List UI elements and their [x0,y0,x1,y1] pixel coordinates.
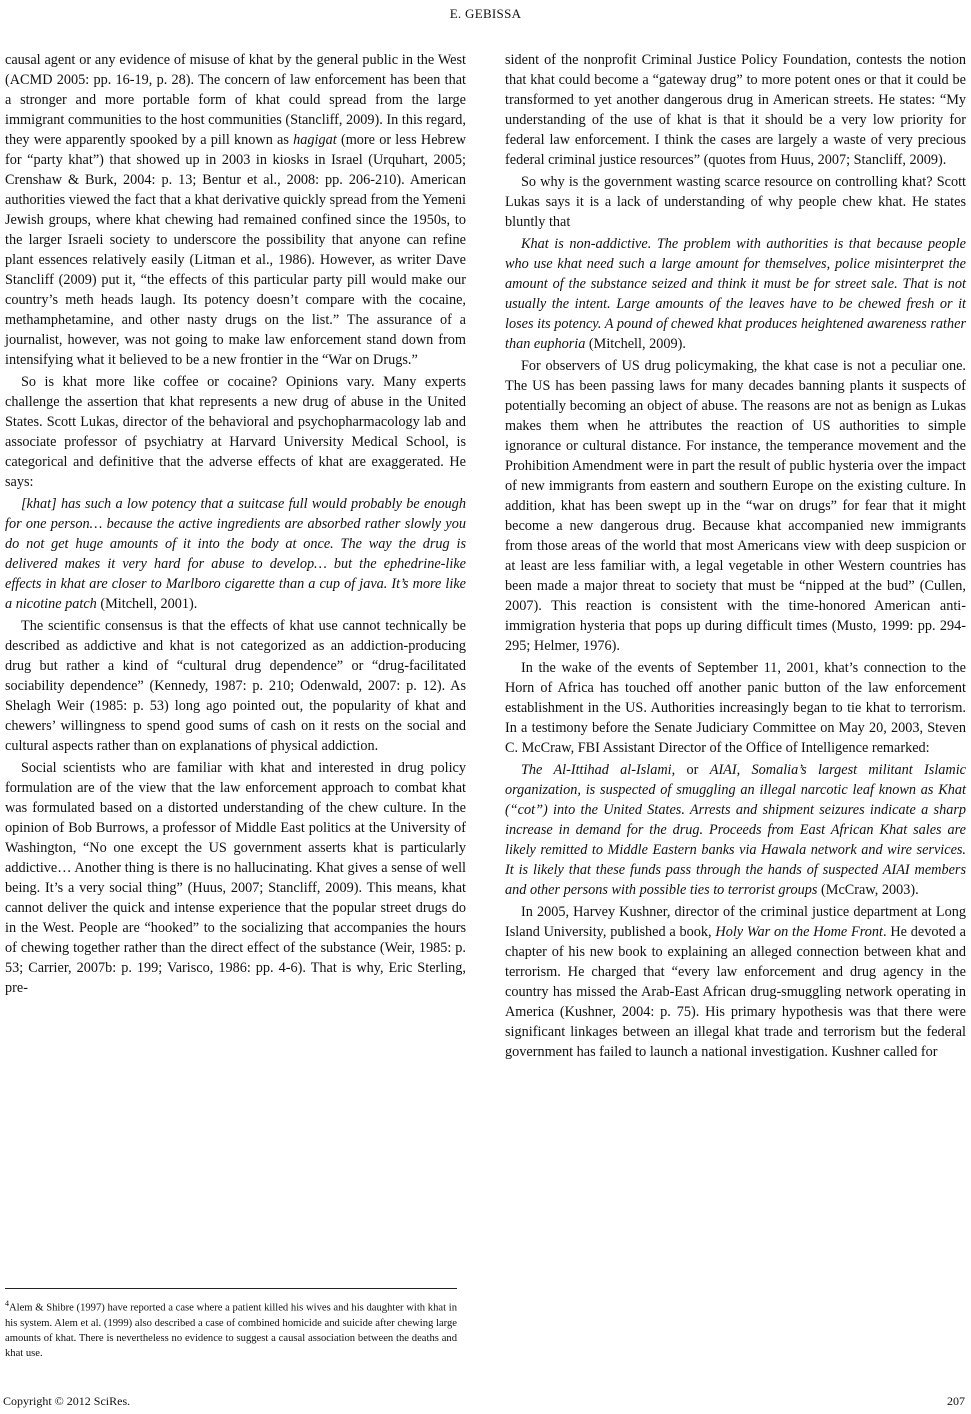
block-quote: Khat is non-addictive. The problem with authorities is that because people who use khat need such a large amount for themselves, police misinterpret the amount of the substance seized and think it must be for street sale. That is not usually the intent. Large amounts of the leaves have to be chewed fresh or it loses its potency. A pound of chewed khat produces heightened awareness rather than euphoria (Mitchell, 2009). [505,236,966,352]
copyright-notice: Copyright © 2012 SciRes. [3,1394,131,1408]
footnote [5,1296,457,1361]
paragraph: Social scientists who are familiar with khat and interested in drug policy formulation are of the view that the law enforcement approach to combat khat was formulated based on a distorted understanding of the chew culture. In the opinion of Bob Burrows, a professor of Middle East politics at the University of Washington, “No one except the US government asserts khat is particularly addictive… Another thing is there is no hallucinating. Khat gives a sense of well being. It’s a very social thing” (Huus, 2007; Stancliff, 2009). This means, khat cannot deliver the quick and intense experience that the popular street drugs do in the West. People are “hooked” to the socializing that accompanies the hours of chewing together rather than the direct effect of the substance (Weir, 1985: p. 53; Carrier, 2007b: p. 199; Varisco, 1986: pp. 4-6). That is why, Eric Sterling, pre- [5,760,466,996]
footnote-text: Alem & Shibre (1997) have reported a case where a patient killed his wives and his daughter with khat in his system. Alem et al. (1999) also described a case of combined homicide and suicide after chewing large amounts of khat. There is nevertheless no evidence to suggest a causal association between the deaths and khat use. [5,1302,457,1359]
footnote-divider [5,1288,457,1289]
paragraph: In 2005, Harvey Kushner, director of the criminal justice department at Long Island University, published a book, Holy War on the Home Front. He devoted a chapter of his new book to explaining an alleged connection between khat and terrorism. He charged that “every law enforcement and drug agency in the country has missed the Arab-East African drug-smuggling network operating in America (Kushner, 2004: p. 75). His primary hypothesis was that there were significant linkages between an illegal khat trade and terrorism but the federal government has failed to launch a national investigation. Kushner called for [505,904,966,1060]
paragraph: So why is the government wasting scarce resource on controlling khat? Scott Lukas says it is a lack of understanding of why people chew khat. He states bluntly that [505,174,966,230]
running-header: E. GEBISSA [449,6,522,21]
paragraph: The scientific consensus is that the effects of khat use cannot technically be described as addictive and khat is not categorized as an addiction-producing drug but rather a kind of “cultural drug dependence” or “drug-facilitated sociability dependence” (Kennedy, 1987: p. 210; Odenwald, 2007: p. 12). As Shelagh Weir (1985: p. 53) long ago pointed out, the popularity of khat and chewers’ willingness to spend good sums of cash on it rests on the social and cultural aspects rather than on explanations of physical addiction. [5,618,466,754]
paragraph: In the wake of the events of September 11, 2001, khat’s connection to the Horn of Africa has touched off another panic button of the law enforcement establishment in the US. Authorities increasingly began to tie khat to terrorism. In a testimony before the Senate Judiciary Committee on May 20, 2003, Steven C. McCraw, FBI Assistant Director of the Office of Intelligence remarked: [505,660,966,756]
paragraph: So is khat more like coffee or cocaine? Opinions vary. Many experts challenge the assertion that khat represents a new drug of abuse in the United States. Scott Lukas, director of the behavioral and psychopharmacology lab and associate professor of psychiatry at Harvard University Medical School, is categorical and definitive that the adverse effects of khat are exaggerated. He says: [5,374,466,490]
right-column [505,50,966,1062]
page-number: 207 [947,1394,965,1408]
paragraph: For observers of US drug policymaking, the khat case is not a peculiar one. The US has been passing laws for many decades banning plants it suspects of potentially becoming an object of abuse. The reasons are not as benign as Lukas makes them when he attributes the reaction of US authorities to simple ignorance or cultural distance. For instance, the temperance movement and the Prohibition Amendment were in part the result of public hysteria over the impact of new immigrants from eastern and southern Europe on the existing culture. In addition, khat has been swept up in the “war on drugs” for fear that it might become a new dangerous drug. Because khat accompanied new immigrants from those areas of the world that most Americans view with deep suspicion or at least are less familiar with, a legal vegetable in other Western countries has been made a major threat to society that must be “nipped at the bud” (Cullen, 2007). This reaction is consistent with the time-honored American anti-immigration hysteria that pops up during difficult times (Musto, 1999: pp. 294-295; Helmer, 1976). [505,358,966,654]
block-quote: The Al-Ittihad al-Islami, or AIAI, Somalia’s largest militant Islamic organization, is suspected of smuggling an illegal narcotic leaf known as Khat (“cot”) into the United States. Arrests and shipment seizures indicate a sharp increase in demand for the drug. Proceeds from East African Khat sales are likely remitted to Middle Eastern banks via Hawala network and wire services. It is likely that these funds pass through the hands of suspected AIAI members and other persons with possible ties to terrorist groups (McCraw, 2003). [505,762,967,898]
block-quote: [khat] has such a low potency that a suitcase full would probably be enough for one person… because the active ingredients are absorbed rather slowly you do not get huge amounts of it into the body at once. The way the drug is delivered makes it very hard for abuse to develop… but the ephedrine-like effects in khat are closer to Marlboro cigarette than a cup of java. It’s more like a nicotine patch (Mitchell, 2001). [5,496,466,612]
footnote-number: 4 [5,1299,9,1308]
left-column [5,50,466,998]
paragraph: sident of the nonprofit Criminal Justice Policy Foundation, contests the notion that khat could become a “gateway drug” to more potent ones or that it could be transformed to yet another dangerous drug in American streets. He states: “My understanding of the use of khat is that it should be a very low priority for federal law enforcement. I think the cases are largely a waste of very precious federal criminal justice resources” (quotes from Huus, 2007; Stancliff, 2009). [505,52,966,168]
paragraph: causal agent or any evidence of misuse of khat by the general public in the West (ACMD 2005: pp. 16-19, p. 28). The concern of law enforcement has been that a stronger and more portable form of khat could spread from the large immigrant communities to the host communities (Stancliff, 2009). In this regard, they were apparently spooked by a pill known as hagigat (more or less Hebrew for “party khat”) that showed up in 2003 in kiosks in Israel (Urquhart, 2005; Crenshaw & Burk, 2004: p. 13; Bentur et al., 2008: pp. 206-210). American authorities viewed the fact that a khat derivative quickly spread from the Yemeni Jewish groups, where khat chewing had remained confined since the 1950s, to the larger Israeli society to underscore the possibility that anyone can refine plant essences relatively easily (Litman et al., 1986). However, as writer Dave Stancliff (2009) put it, “the effects of this particular party pill would make our country’s meth heads laugh. Its potency doesn’t compare with the cocaine, methamphetamine, and other nasty drugs on the list.” The assurance of a journalist, however, was not going to make law enforcement stand down from intensifying what it believed to be a new frontier in the “War on Drugs.” [5,52,467,368]
